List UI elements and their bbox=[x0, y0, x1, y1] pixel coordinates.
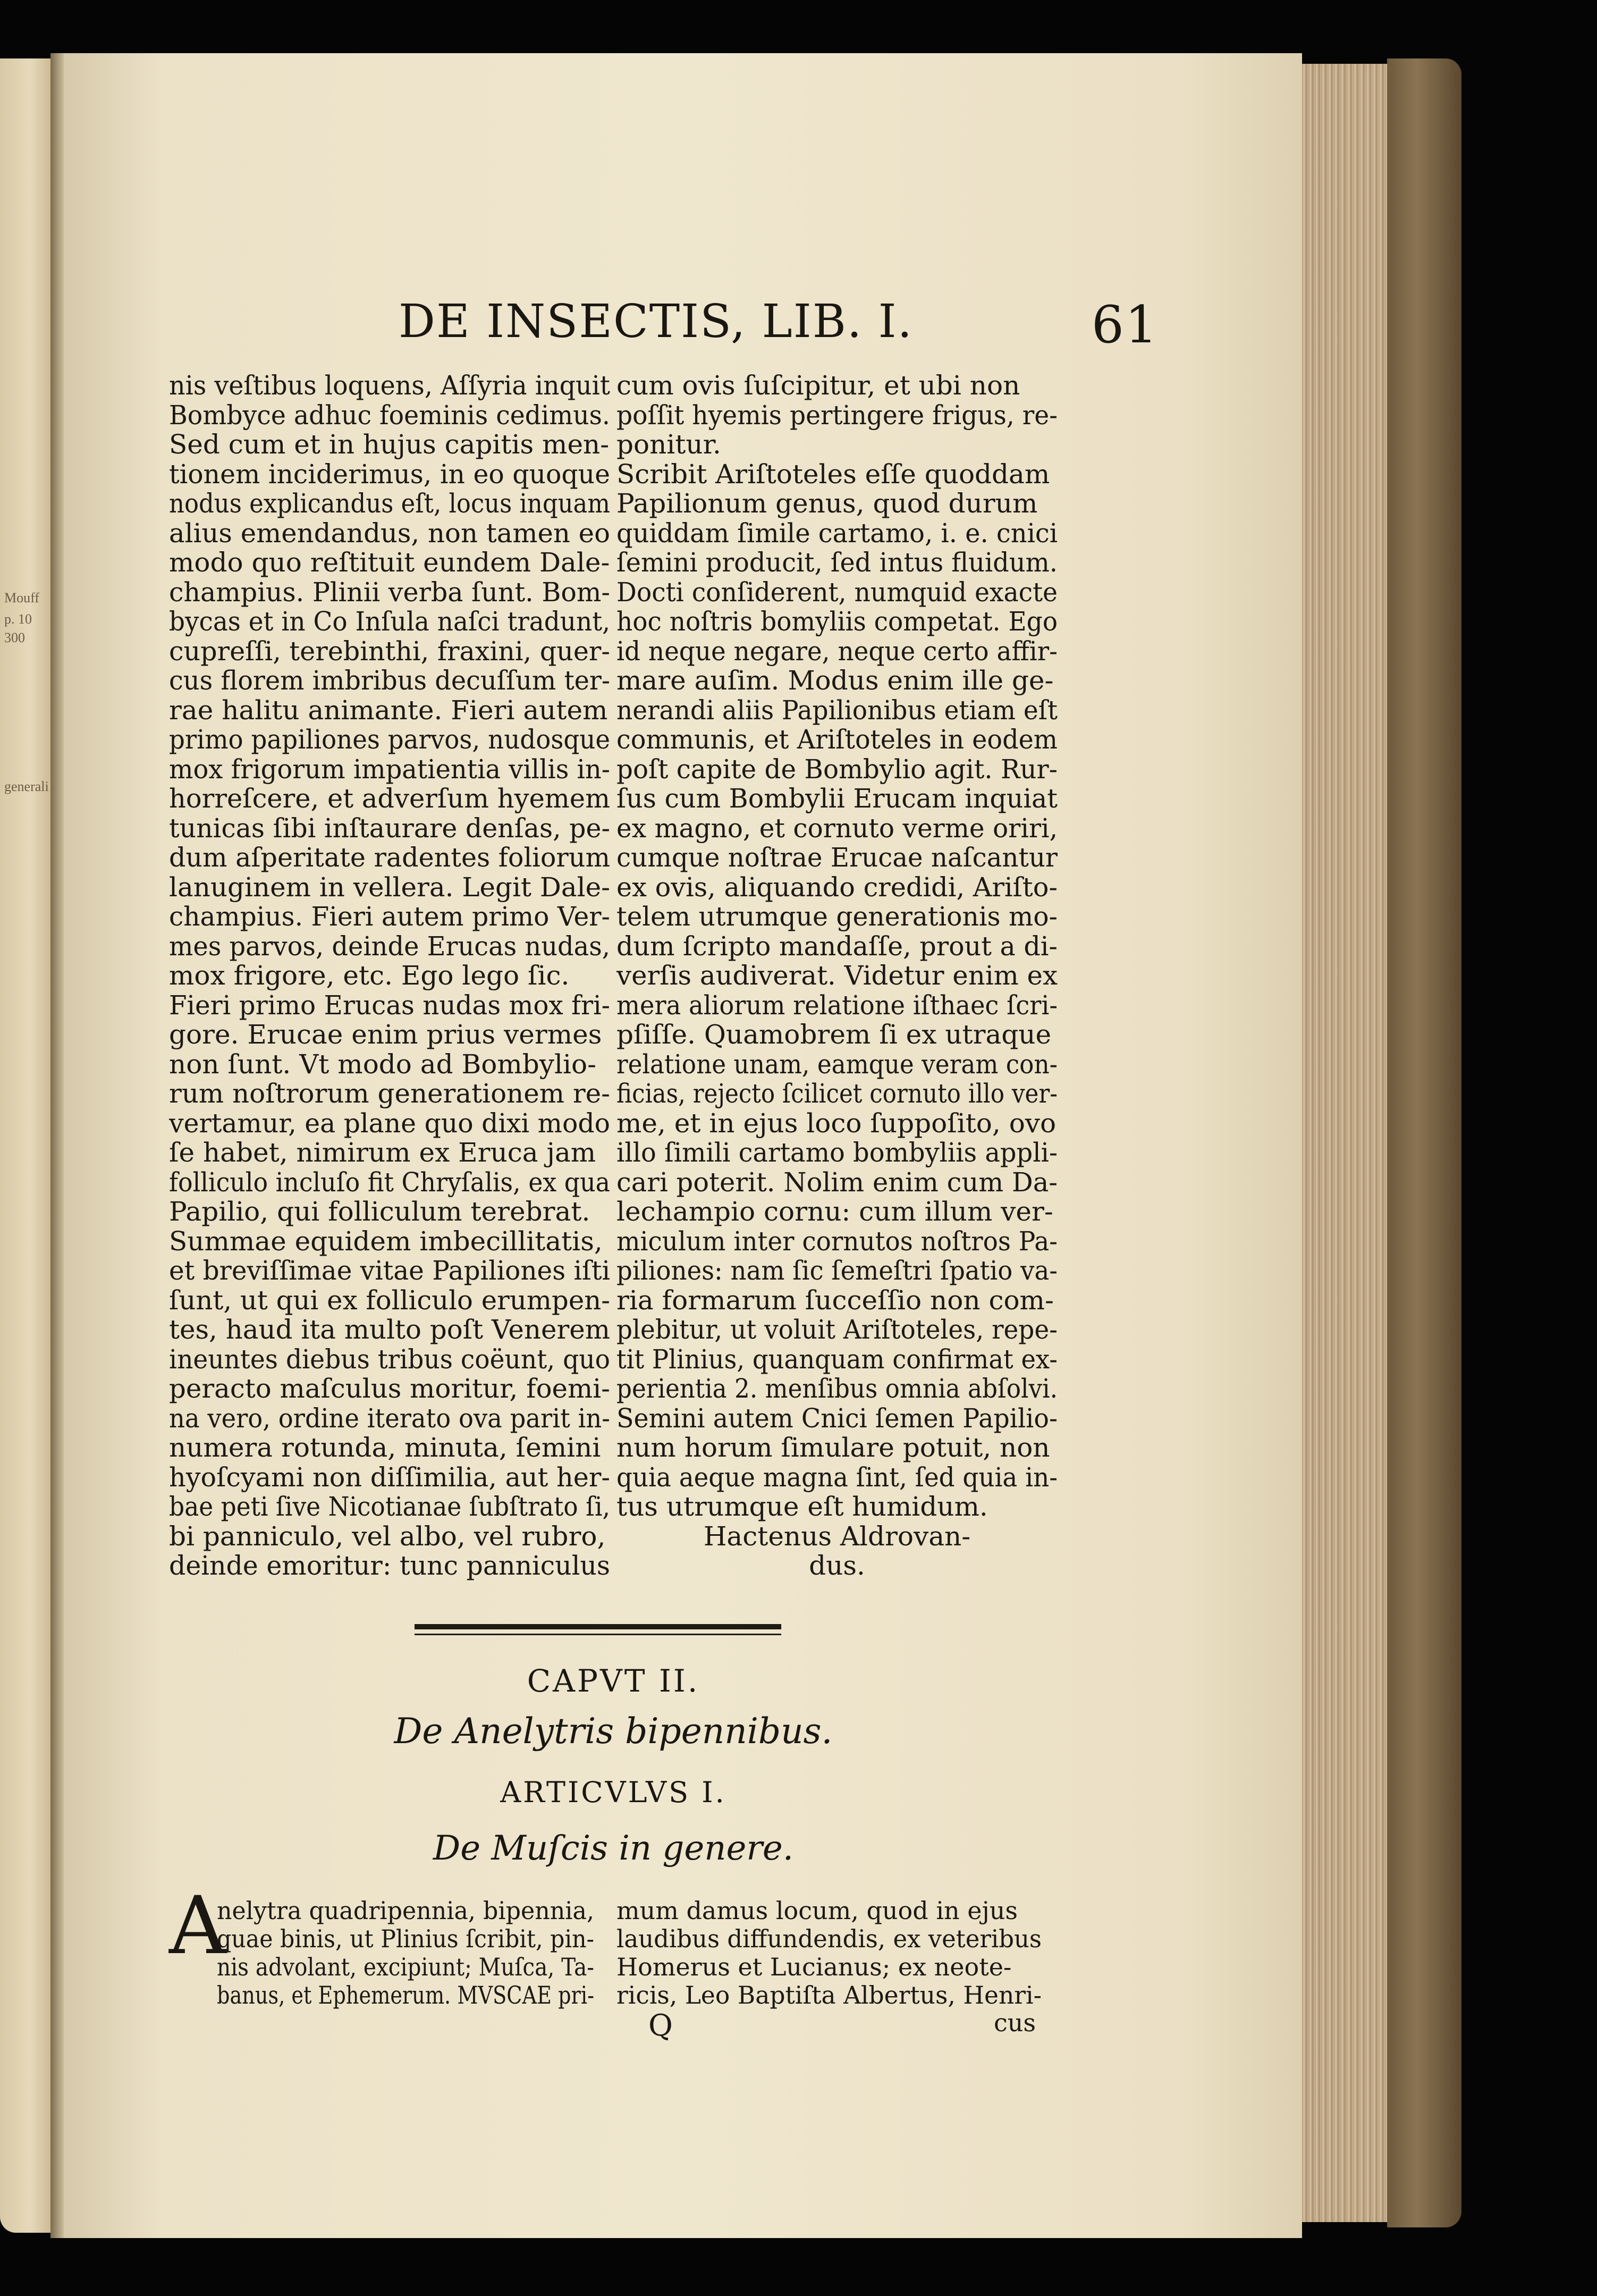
text-line: cus florem imbribus decuſſum ter- bbox=[169, 666, 610, 696]
text-line: telem utrumque generationis mo- bbox=[616, 902, 1058, 932]
text-line: rae halitu animante. Fieri autem bbox=[169, 695, 608, 725]
text-line: mox frigorum impatientia villis in- bbox=[169, 754, 610, 784]
text-line: Hactenus Aldrovan- bbox=[703, 1521, 971, 1551]
text-line: modo quo reſtituit eundem Dale- bbox=[169, 548, 610, 578]
running-head bbox=[399, 295, 1159, 354]
margin-note: generali bbox=[4, 779, 49, 794]
text-line: mare auſim. Modus enim ille ge- bbox=[616, 666, 1054, 696]
drop-cap: A bbox=[169, 1880, 227, 1972]
bottom-right-column bbox=[616, 1897, 1042, 2009]
text-line: piliones: nam ſic ſemeſtri ſpatio va- bbox=[616, 1256, 1058, 1286]
bottom-left-column bbox=[169, 1897, 594, 2009]
text-line: mum damus locum, quod in ejus bbox=[616, 1896, 1018, 1925]
text-line: poſſit hyemis pertingere frigus, re- bbox=[616, 400, 1058, 430]
text-line: num horum ſimulare potuit, non bbox=[616, 1433, 1050, 1463]
text-line: non ſunt. Vt modo ad Bombylio- bbox=[169, 1049, 597, 1079]
text-line: cum ovis ſuſcipitur, et ubi non bbox=[616, 371, 1020, 401]
text-line: nelytra quadripennia, bipennia, bbox=[217, 1896, 594, 1925]
text-line: hoc noſtris bomyliis competat. Ego bbox=[616, 607, 1058, 637]
text-line: bycas et in Co Inſula naſci tradunt, bbox=[169, 607, 610, 637]
chapter-heading: CAPVT II. bbox=[527, 1663, 700, 1699]
text-line: Sed cum et in hujus capitis men- bbox=[169, 430, 610, 460]
text-line: communis, et Ariſtoteles in eodem bbox=[616, 725, 1058, 755]
text-line: poſt capite de Bombylio agit. Rur- bbox=[616, 754, 1058, 784]
text-line: nerandi aliis Papilionibus etiam eſt bbox=[616, 695, 1058, 725]
text-line: ricis, Leo Baptiſta Albertus, Henri- bbox=[616, 1981, 1042, 2009]
text-line: cumque noſtrae Erucae naſcantur bbox=[616, 843, 1058, 873]
catchword: cus bbox=[994, 2008, 1036, 2037]
text-line: dus. bbox=[809, 1551, 865, 1581]
text-line: peracto maſculus moritur, foemi- bbox=[169, 1374, 610, 1404]
text-line: folliculo incluſo fit Chryſalis, ex qua bbox=[169, 1167, 610, 1197]
text-line: verſis audiverat. Videtur enim ex bbox=[616, 961, 1058, 991]
text-line: hyoſcyami non diſſimilia, aut her- bbox=[169, 1462, 610, 1492]
text-line: banus, et Ephemerum. MVSCAE pri- bbox=[217, 1981, 594, 2009]
text-line: nis veſtibus loquens, Aſſyria inquit bbox=[169, 371, 610, 401]
text-line: Scribit Ariſtoteles eſſe quoddam bbox=[616, 459, 1050, 489]
section-rule-thin bbox=[415, 1634, 781, 1635]
text-line: illo ſimili cartamo bombyliis appli- bbox=[616, 1138, 1058, 1168]
running-head-title: DE INSECTIS, LIB. I. bbox=[399, 295, 913, 348]
text-line: quia aeque magna ſint, ſed quia in- bbox=[616, 1462, 1058, 1492]
left-text-column bbox=[169, 371, 610, 1581]
text-line: cupreſſi, terebinthi, fraxini, quer- bbox=[169, 636, 610, 666]
article-title: De Muſcis in genere. bbox=[433, 1829, 794, 1868]
text-line: Homerus et Lucianus; ex neote- bbox=[616, 1953, 1012, 1981]
text-line: tunicas ſibi inſtaurare denſas, pe- bbox=[169, 813, 610, 843]
text-line: miculum inter cornutos noſtros Pa- bbox=[616, 1226, 1058, 1256]
text-line: tus utrumque eſt humidum. bbox=[616, 1492, 988, 1522]
text-line: me, et in ejus loco ſuppoſito, ovo bbox=[616, 1108, 1057, 1138]
text-line: ficias, rejecto ſcilicet cornuto illo ver- bbox=[616, 1079, 1058, 1109]
gutter bbox=[50, 53, 64, 2238]
text-line: ineuntes diebus tribus coëunt, quo bbox=[169, 1344, 610, 1374]
text-line: mox frigore, etc. Ego lego ſic. bbox=[169, 961, 570, 991]
text-line: alius emendandus, non tamen eo bbox=[169, 518, 610, 548]
text-line: bi panniculo, vel albo, vel rubro, bbox=[169, 1521, 606, 1551]
text-line: ponitur. bbox=[616, 430, 721, 460]
text-line: horreſcere, et adverſum hyemem bbox=[169, 784, 610, 814]
text-line: champius. Fieri autem primo Ver- bbox=[169, 902, 610, 932]
article-heading: ARTICVLVS I. bbox=[500, 1776, 726, 1809]
text-line: numera rotunda, minuta, ſemini bbox=[169, 1433, 601, 1463]
text-line: quae binis, ut Plinius ſcribit, pin- bbox=[217, 1924, 594, 1953]
text-line: ſemini producit, ſed intus fluidum. bbox=[616, 548, 1058, 578]
text-line: et breviſſimae vitae Papiliones iſti bbox=[169, 1256, 610, 1286]
margin-note: Mouff bbox=[4, 590, 39, 605]
text-line: id neque negare, neque certo affir- bbox=[616, 636, 1058, 666]
text-line: mera aliorum relatione iſthaec ſcri- bbox=[616, 990, 1058, 1020]
text-line: tionem inciderimus, in eo quoque bbox=[169, 459, 610, 489]
text-line: cari poterit. Nolim enim cum Da- bbox=[616, 1167, 1058, 1197]
page-edges bbox=[1302, 64, 1387, 2222]
chapter-title: De Anelytris bipennibus. bbox=[394, 1711, 833, 1752]
text-line: primo papiliones parvos, nudosque bbox=[169, 725, 610, 755]
right-text-column bbox=[616, 371, 1058, 1581]
text-line: gore. Erucae enim prius vermes bbox=[169, 1020, 602, 1050]
left-page-edge bbox=[0, 58, 50, 2233]
page-number: 61 bbox=[1091, 295, 1159, 355]
text-line: champius. Plinii verba ſunt. Bom- bbox=[169, 577, 610, 607]
text-line: dum ſcripto mandaſſe, prout a di- bbox=[616, 931, 1058, 961]
text-line: Papilionum genus, quod durum bbox=[616, 489, 1038, 519]
text-line: nis advolant, excipiunt; Muſca, Ta- bbox=[217, 1953, 594, 1981]
text-line: bae peti ſive Nicotianae ſubſtrato ſi, bbox=[169, 1492, 610, 1522]
margin-note: 300 bbox=[4, 630, 25, 645]
text-line: lechampio cornu: cum illum ver- bbox=[616, 1197, 1053, 1227]
text-line: laudibus diffundendis, ex veteribus bbox=[616, 1924, 1042, 1953]
text-line: perientia 2. menſibus omnia abſolvi. bbox=[616, 1374, 1058, 1404]
text-line: Papilio, qui folliculum terebrat. bbox=[169, 1197, 590, 1227]
text-line: relatione unam, eamque veram con- bbox=[616, 1049, 1058, 1079]
text-line: plebitur, ut voluit Ariſtoteles, repe- bbox=[616, 1315, 1058, 1345]
text-line: na vero, ordine iterato ova parit in- bbox=[169, 1403, 610, 1433]
text-line: Summae equidem imbecillitatis, bbox=[169, 1226, 603, 1256]
text-line: ex magno, et cornuto verme oriri, bbox=[616, 813, 1058, 843]
text-line: nodus explicandus eſt, locus inquam bbox=[169, 489, 610, 519]
text-line: vertamur, ea plane quo dixi modo bbox=[169, 1108, 610, 1138]
text-line: ex ovis, aliquando credidi, Ariſto- bbox=[616, 872, 1058, 902]
text-line: Docti conſiderent, numquid exacte bbox=[616, 577, 1058, 607]
text-line: Fieri primo Erucas nudas mox fri- bbox=[169, 990, 610, 1020]
text-line: dum aſperitate radentes foliorum bbox=[169, 843, 610, 873]
text-line: Bombyce adhuc foeminis cedimus. bbox=[169, 400, 610, 430]
text-line: rum noſtrorum generationem re- bbox=[169, 1079, 610, 1109]
text-line: pſiſſe. Quamobrem ſi ex utraque bbox=[616, 1020, 1052, 1050]
text-line: ſus cum Bombylii Erucam inquiat bbox=[616, 784, 1058, 814]
text-line: ria formarum ſucceſſio non com- bbox=[616, 1285, 1054, 1315]
text-line: Semini autem Cnici ſemen Papilio- bbox=[616, 1403, 1058, 1433]
text-line: ſe habet, nimirum ex Eruca jam bbox=[169, 1138, 596, 1168]
text-line: deinde emoritur: tunc panniculus bbox=[169, 1551, 610, 1581]
text-line: tes, haud ita multo poſt Venerem bbox=[169, 1315, 610, 1345]
text-line: mes parvos, deinde Erucas nudas, bbox=[169, 931, 610, 961]
text-line: lanuginem in vellera. Legit Dale- bbox=[169, 872, 610, 902]
signature-mark: Q bbox=[648, 2008, 673, 2043]
margin-note: p. 10 bbox=[4, 611, 32, 627]
text-line: ſunt, ut qui ex folliculo erumpen- bbox=[169, 1285, 610, 1315]
section-rule-thick bbox=[415, 1624, 781, 1629]
text-line: tit Plinius, quanquam confirmat ex- bbox=[616, 1344, 1058, 1374]
book-cover bbox=[1387, 58, 1461, 2227]
text-line: quiddam ſimile cartamo, i. e. cnici bbox=[616, 518, 1058, 548]
